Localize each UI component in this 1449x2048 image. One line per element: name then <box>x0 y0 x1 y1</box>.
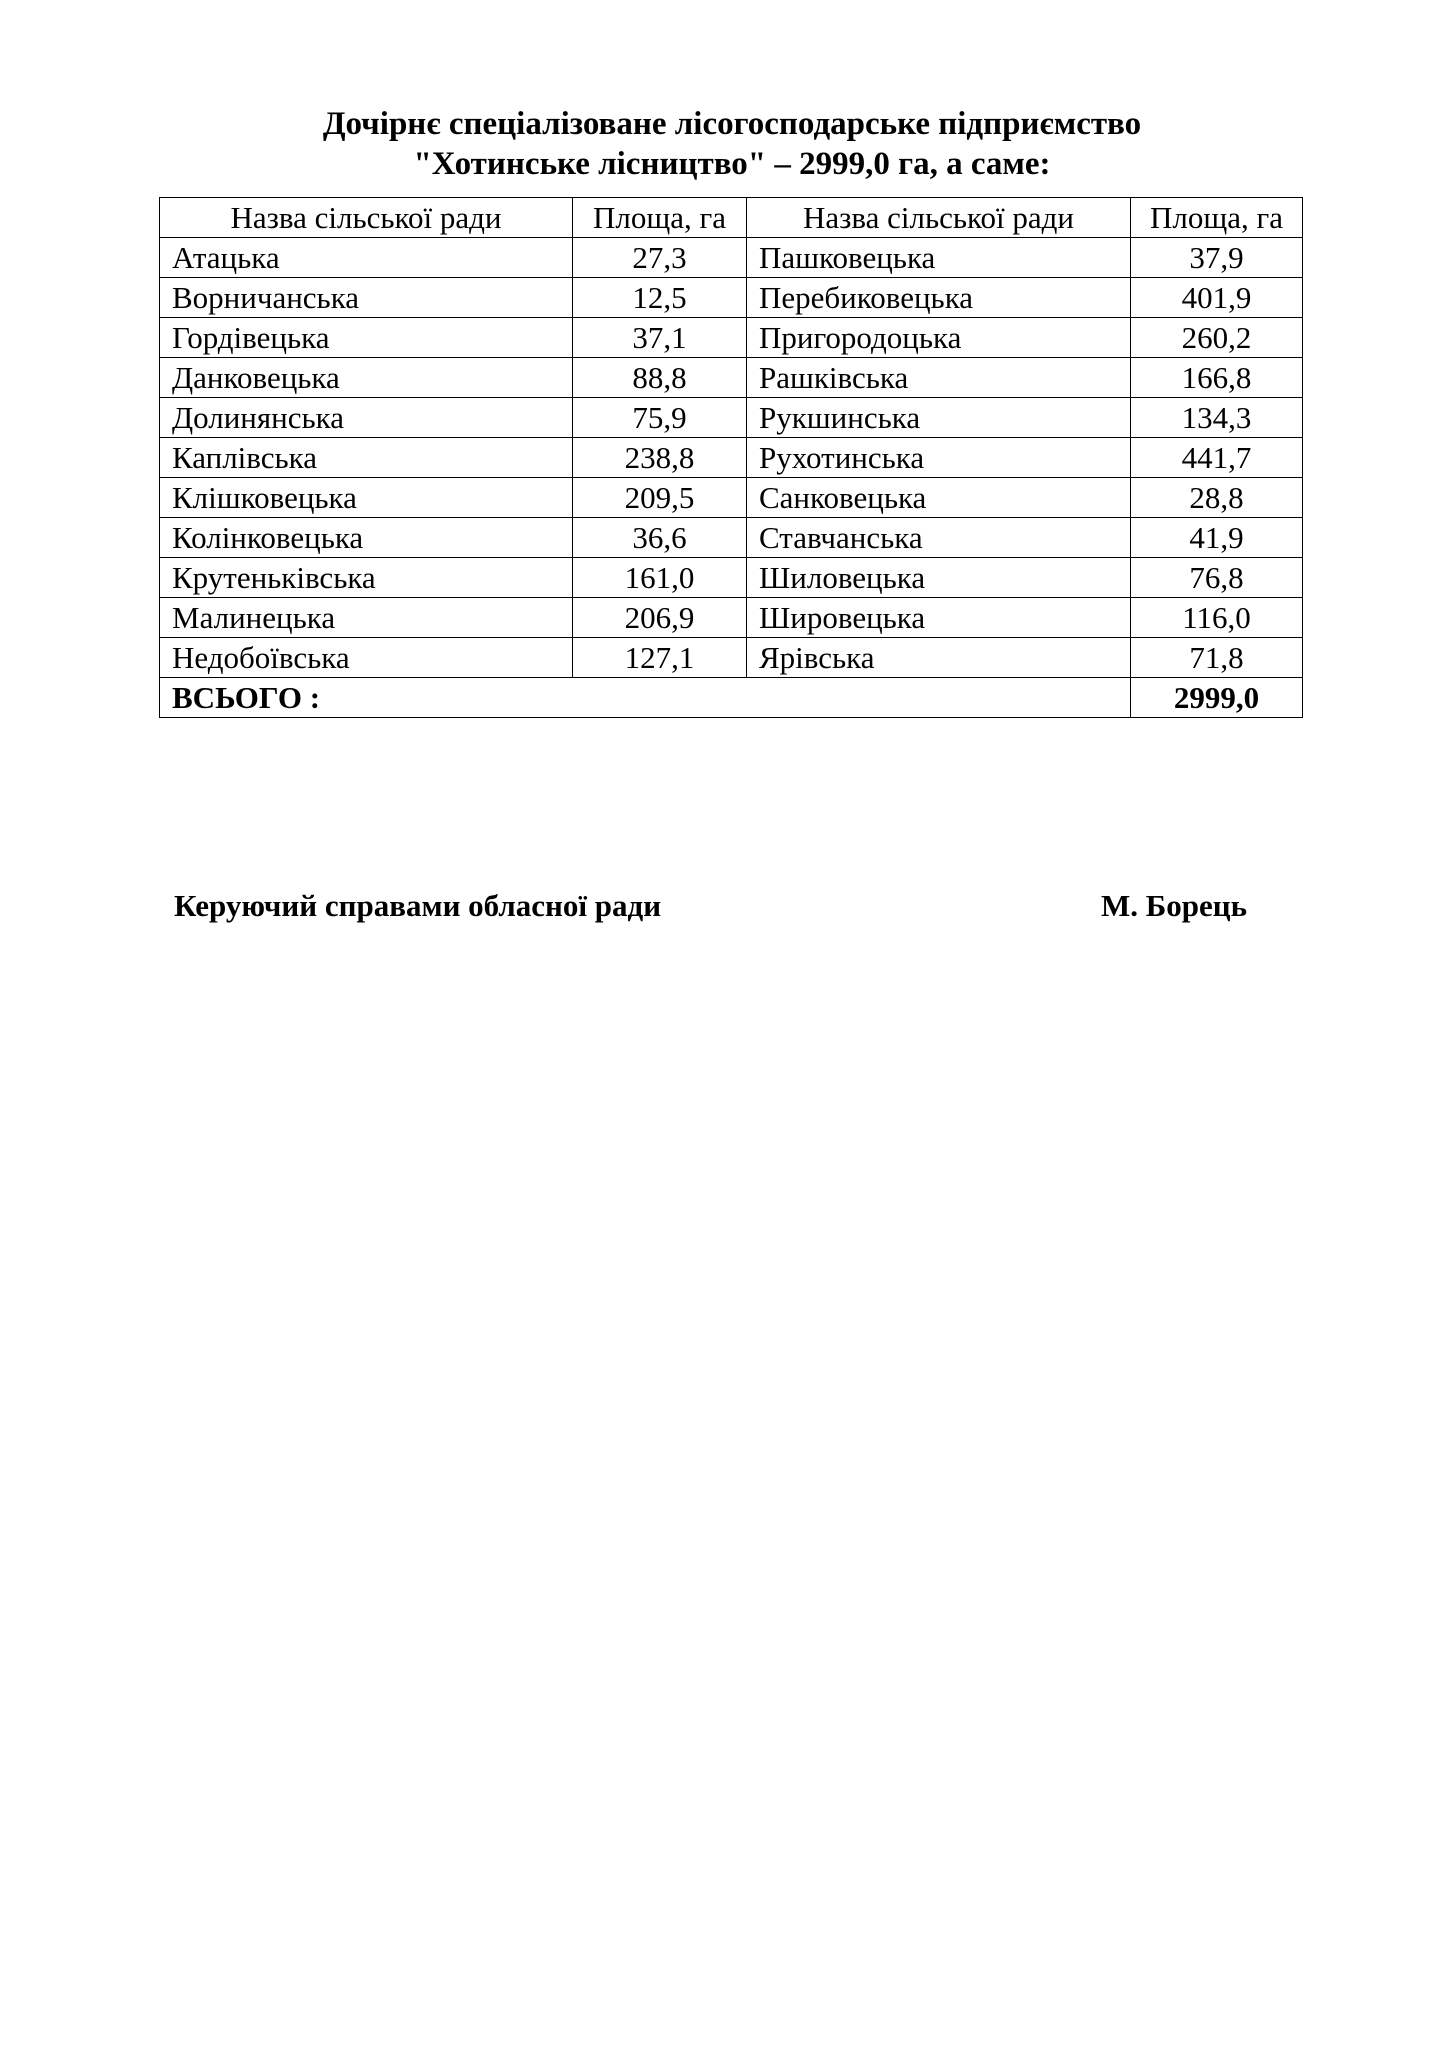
table-row <box>160 398 1303 438</box>
table-row <box>160 438 1303 478</box>
document-title-line-1: Дочірнє спеціалізоване лісогосподарське підприємство <box>322 106 1142 142</box>
council-name: Данковецька <box>160 358 573 398</box>
table-header-row <box>160 198 1303 238</box>
council-name: Колінковецька <box>160 518 573 558</box>
council-area: 206,9 <box>573 598 747 638</box>
table-row <box>160 558 1303 598</box>
council-area: 27,3 <box>573 238 747 278</box>
table-row <box>160 638 1303 678</box>
council-area: 37,9 <box>1131 238 1303 278</box>
council-name: Атацька <box>160 238 573 278</box>
council-area: 88,8 <box>573 358 747 398</box>
council-name: Каплівська <box>160 438 573 478</box>
table-total-row <box>160 678 1303 718</box>
council-area: 116,0 <box>1131 598 1303 638</box>
council-name: Рукшинська <box>747 398 1131 438</box>
council-area-table <box>159 197 1303 718</box>
council-area: 260,2 <box>1131 318 1303 358</box>
council-area: 36,6 <box>573 518 747 558</box>
total-label: ВСЬОГО : <box>160 678 1131 718</box>
council-name: Рухотинська <box>747 438 1131 478</box>
council-area: 161,0 <box>573 558 747 598</box>
header-council-name-left: Назва сільської ради <box>160 198 573 238</box>
document-title-line-2: "Хотинське лісництво" – 2999,0 га, а саме: <box>413 146 1051 182</box>
council-name: Перебиковецька <box>747 278 1131 318</box>
signatory-position: Керуючий справами обласної ради <box>174 888 662 923</box>
council-name: Крутеньківська <box>160 558 573 598</box>
council-name: Ставчанська <box>747 518 1131 558</box>
total-value: 2999,0 <box>1131 678 1303 718</box>
council-name: Рашківська <box>747 358 1131 398</box>
council-area: 127,1 <box>573 638 747 678</box>
council-name: Клішковецька <box>160 478 573 518</box>
table-row <box>160 238 1303 278</box>
council-area: 209,5 <box>573 478 747 518</box>
council-name: Гордівецька <box>160 318 573 358</box>
council-area: 76,8 <box>1131 558 1303 598</box>
table-row <box>160 358 1303 398</box>
table-row <box>160 318 1303 358</box>
council-name: Ярівська <box>747 638 1131 678</box>
table-row <box>160 478 1303 518</box>
council-name: Долинянська <box>160 398 573 438</box>
council-area: 41,9 <box>1131 518 1303 558</box>
signatory-name: М. Борець <box>1101 888 1248 923</box>
council-name: Малинецька <box>160 598 573 638</box>
council-area: 71,8 <box>1131 638 1303 678</box>
header-area-left: Площа, га <box>573 198 747 238</box>
council-area: 28,8 <box>1131 478 1303 518</box>
table-row <box>160 598 1303 638</box>
council-area: 166,8 <box>1131 358 1303 398</box>
council-name: Шировецька <box>747 598 1131 638</box>
council-name: Ворничанська <box>160 278 573 318</box>
council-area: 238,8 <box>573 438 747 478</box>
header-council-name-right: Назва сільської ради <box>747 198 1131 238</box>
header-area-right: Площа, га <box>1131 198 1303 238</box>
council-name: Пашковецька <box>747 238 1131 278</box>
council-area: 401,9 <box>1131 278 1303 318</box>
council-area: 134,3 <box>1131 398 1303 438</box>
council-name: Шиловецька <box>747 558 1131 598</box>
table-row <box>160 278 1303 318</box>
council-area: 75,9 <box>573 398 747 438</box>
table-row <box>160 518 1303 558</box>
council-name: Санковецька <box>747 478 1131 518</box>
council-area: 441,7 <box>1131 438 1303 478</box>
council-area: 12,5 <box>573 278 747 318</box>
council-name: Недобоївська <box>160 638 573 678</box>
council-name: Пригородоцька <box>747 318 1131 358</box>
council-area: 37,1 <box>573 318 747 358</box>
